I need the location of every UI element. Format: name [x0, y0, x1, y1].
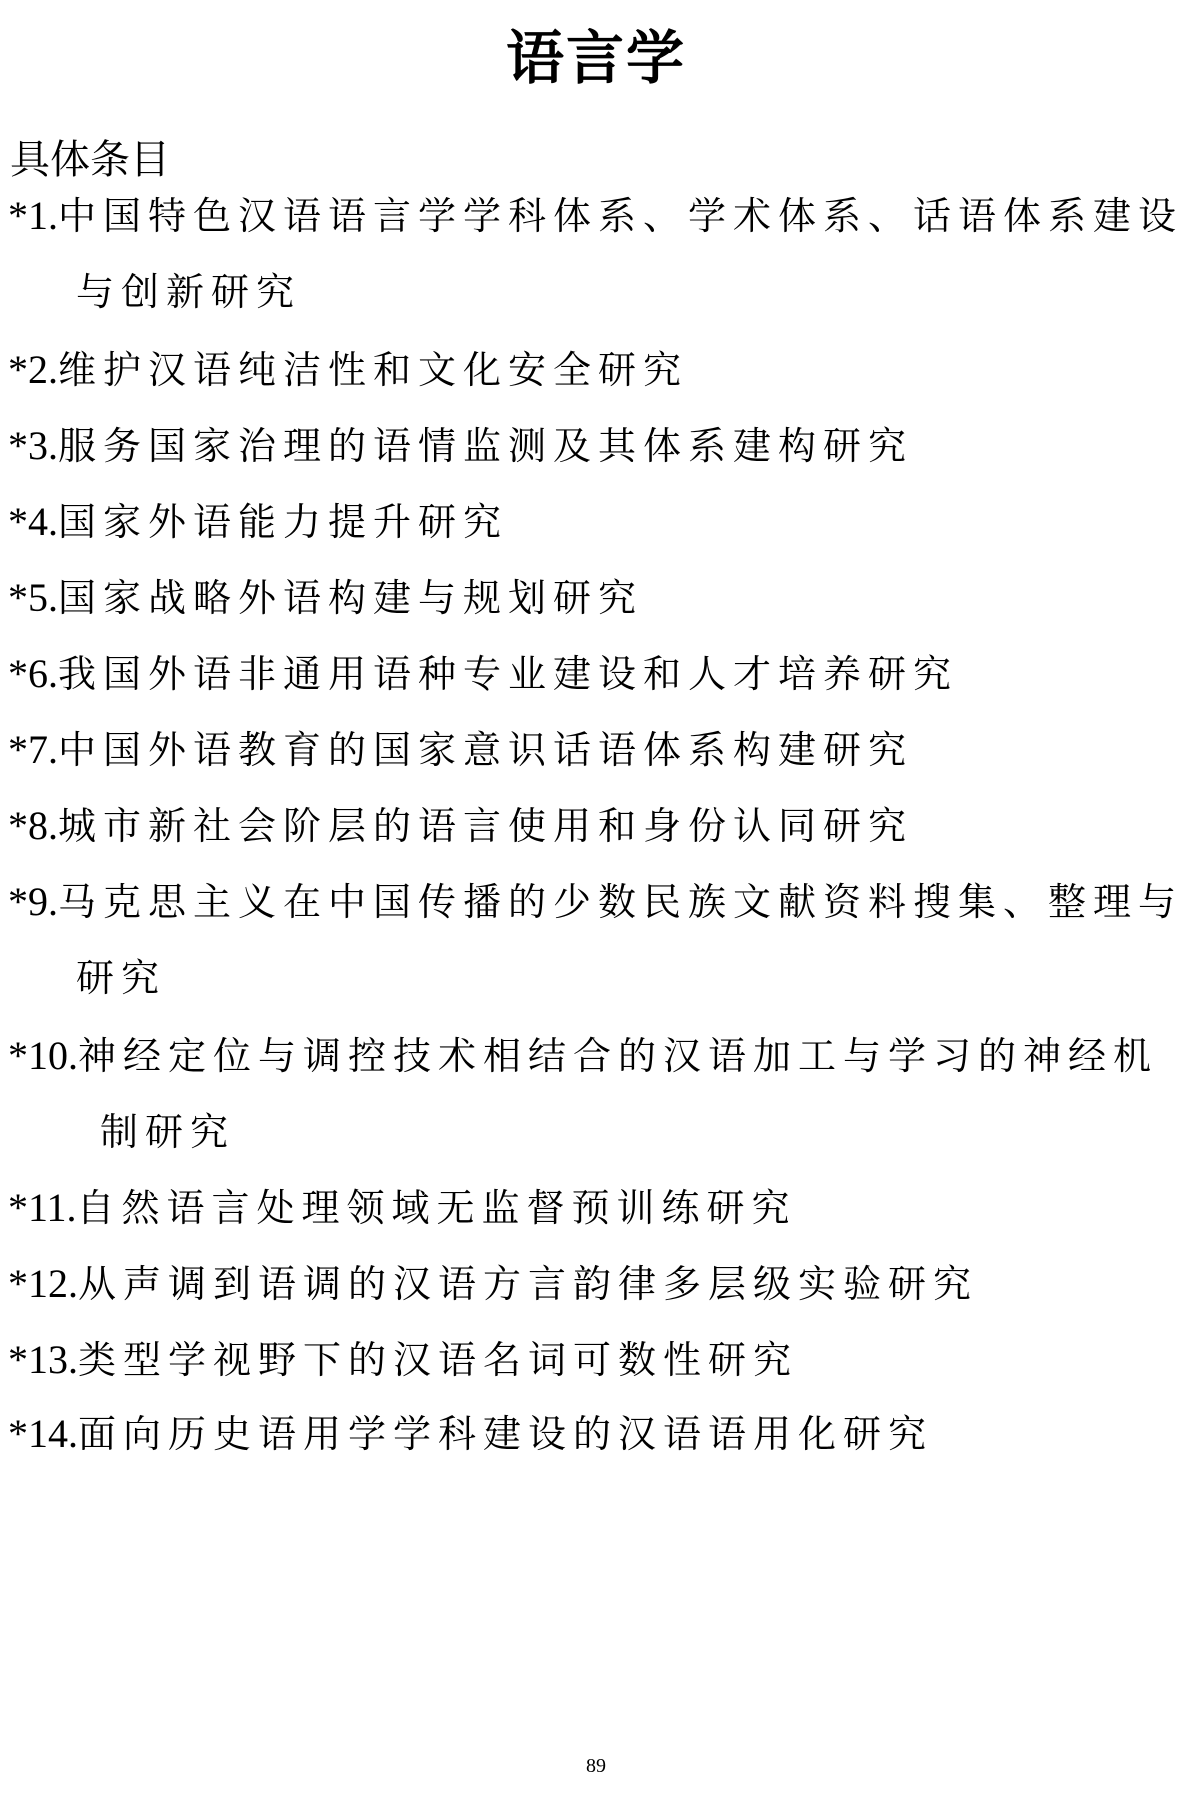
- item-text: 城市新社会阶层的语言使用和身份认同研究: [58, 804, 914, 848]
- item-number: *11.: [8, 1185, 77, 1230]
- list-item: [8, 1028, 1184, 1160]
- item-number: *4.: [8, 499, 58, 544]
- item-number: *1.: [8, 193, 58, 238]
- item-number: *5.: [8, 575, 58, 620]
- list-item: [8, 646, 1184, 702]
- list-item: [8, 722, 1184, 778]
- item-text: 自然语言处理领域无监督预训练研究: [76, 1186, 797, 1230]
- item-text: 我国外语非通用语种专业建设和人才培养研究: [58, 652, 959, 696]
- section-heading: 具体条目: [10, 137, 170, 183]
- item-number: *7.: [8, 727, 58, 772]
- item-text: 神经定位与调控技术相结合的汉语加工与学习的神经机: [78, 1034, 1159, 1078]
- item-text: 维护汉语纯洁性和文化安全研究: [58, 348, 689, 392]
- item-text: 类型学视野下的汉语名词可数性研究: [78, 1338, 799, 1382]
- item-text-continued: 研究: [76, 956, 167, 1000]
- page-number: 89: [586, 1755, 606, 1777]
- list-item: [8, 342, 1184, 398]
- item-text-continued: 与创新研究: [76, 270, 302, 314]
- item-text: 中国特色汉语语言学学科体系、学术体系、话语体系建设: [58, 194, 1184, 238]
- list-item: [8, 1406, 1184, 1462]
- item-text: 服务国家治理的语情监测及其体系建构研究: [58, 424, 914, 468]
- page-title: 语言学: [505, 24, 686, 92]
- item-text: 从声调到语调的汉语方言韵律多层级实验研究: [78, 1262, 979, 1306]
- item-number: *2.: [8, 347, 58, 392]
- list-item: [8, 494, 1184, 550]
- list-item: [8, 798, 1184, 854]
- item-text: 国家外语能力提升研究: [58, 500, 509, 544]
- item-number: *6.: [8, 651, 58, 696]
- list-item: [8, 570, 1184, 626]
- item-number: *12.: [8, 1261, 78, 1306]
- item-number: *9.: [8, 879, 58, 924]
- item-number: *14.: [8, 1411, 78, 1456]
- item-text: 中国外语教育的国家意识话语体系构建研究: [58, 728, 914, 772]
- list-item: [8, 1332, 1184, 1388]
- list-item: [8, 418, 1184, 474]
- item-text: 马克思主义在中国传播的少数民族文献资料搜集、整理与: [58, 880, 1184, 924]
- list-item: [8, 874, 1184, 1006]
- list-item: [8, 1180, 1184, 1236]
- list-item: [8, 1256, 1184, 1312]
- item-number: *10.: [8, 1033, 78, 1078]
- list-item: [8, 188, 1184, 320]
- item-number: *3.: [8, 423, 58, 468]
- item-text: 面向历史语用学学科建设的汉语语用化研究: [78, 1412, 934, 1456]
- item-number: *8.: [8, 803, 58, 848]
- item-text: 国家战略外语构建与规划研究: [58, 576, 644, 620]
- item-number: *13.: [8, 1337, 78, 1382]
- item-text-continued: 制研究: [100, 1110, 236, 1154]
